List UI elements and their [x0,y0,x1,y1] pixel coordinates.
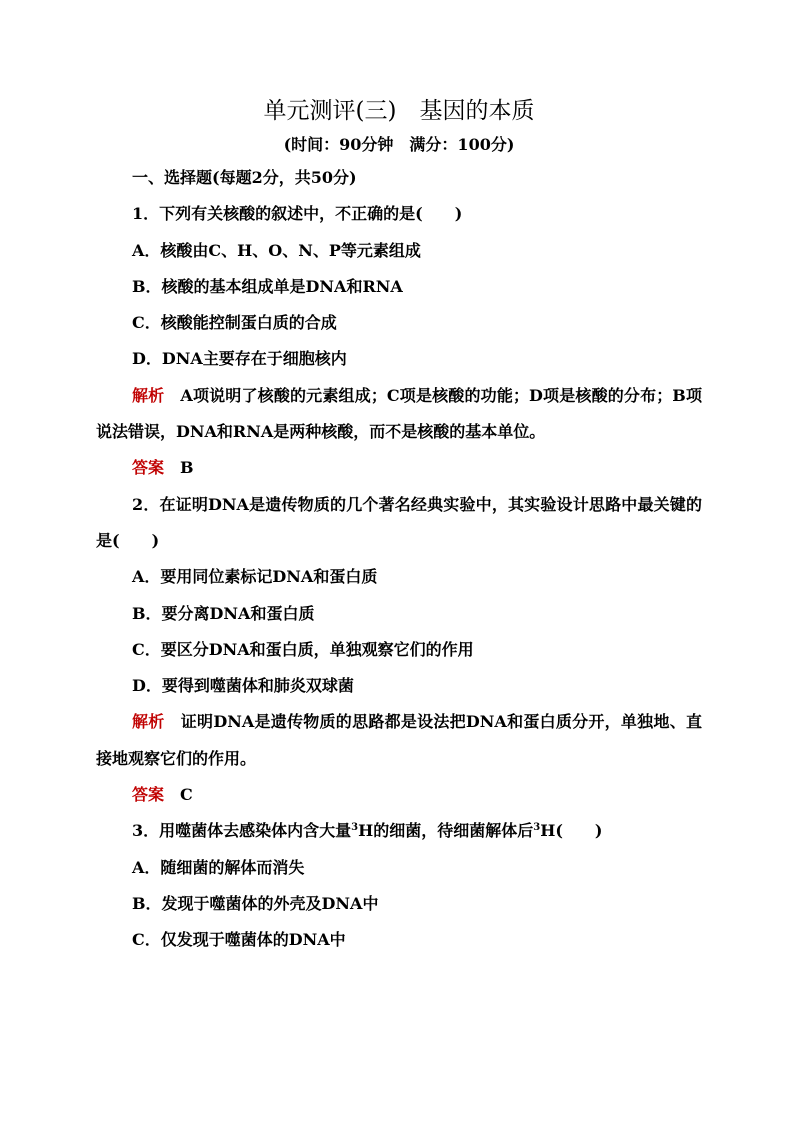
answer-label: 答案 [132,458,165,478]
stem-part: H( ) [540,821,603,841]
superscript: 3 [351,822,359,834]
q1-analysis [96,378,702,451]
answer-value: B [180,458,194,478]
q1-option-c: C．核酸能控制蛋白质的合成 [132,313,337,333]
question-3-stem [96,813,702,849]
page-title: 单元测评(三) 基因的本质 [263,98,535,124]
q2-option-a: A．要用同位素标记DNA和蛋白质 [132,567,378,587]
document-page [96,96,702,959]
q3-option-b: B．发现于噬菌体的外壳及DNA中 [132,893,379,913]
q2-option-d: D．要得到噬菌体和肺炎双球菌 [132,676,354,696]
q1-answer [96,450,702,486]
superscript: 3 [533,822,541,834]
q3-option-a: A．随细菌的解体而消失 [132,857,305,877]
question-2-stem: 2．在证明DNA是遗传物质的几个著名经典实验中，其实验设计思路中最关键的是( ) [96,494,702,550]
q1-option-a: A．核酸由C、H、O、N、P等元素组成 [132,240,421,260]
q1-option-b: B．核酸的基本组成单是DNA和RNA [132,276,403,296]
q1-option-d: D．DNA主要存在于细胞核内 [132,349,347,369]
analysis-text: A项说明了核酸的元素组成；C项是核酸的功能；D项是核酸的分布；B项说法错误，DNA和RNA是两种核酸，而不是核酸的基本单位。 [96,385,702,442]
exam-info: (时间：90分钟 满分：100分) [283,135,515,154]
answer-label: 答案 [132,785,165,805]
analysis-text: 证明DNA是遗传物质的思路都是设法把DNA和蛋白质分开，单独地、直接地观察它们的作用。 [96,712,702,768]
stem-part: 3．用噬菌体去感染体内含大量 [132,821,352,841]
section-heading: 一、选择题(每题2分，共50分) [132,168,357,187]
q2-option-b: B．要分离DNA和蛋白质 [132,603,315,623]
analysis-label: 解析 [132,712,165,732]
stem-part: H的细菌，待细菌解体后 [358,821,534,841]
q2-answer [96,777,702,813]
q2-option-c: C．要区分DNA和蛋白质，单独观察它们的作用 [132,639,474,659]
question-1-stem: 1．下列有关核酸的叙述中，不正确的是( ) [132,204,463,224]
answer-value: C [180,785,193,805]
analysis-label: 解析 [132,385,165,405]
q3-option-c: C．仅发现于噬菌体的DNA中 [132,930,346,950]
q2-analysis [96,704,702,777]
